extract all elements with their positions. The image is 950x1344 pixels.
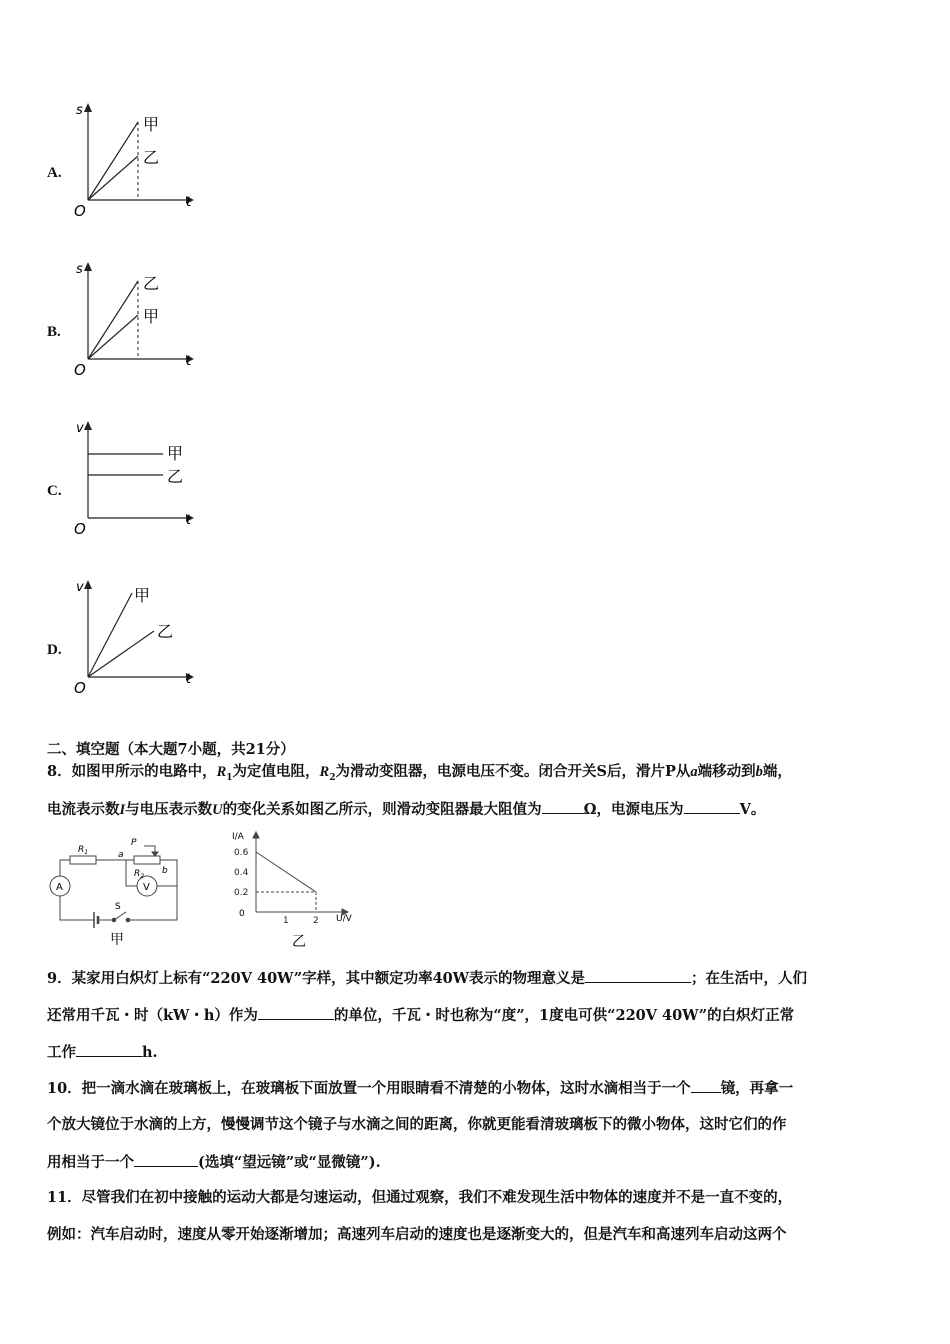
ammeter-label: A bbox=[56, 882, 63, 893]
line-upper bbox=[88, 122, 138, 200]
option-a-label: A. bbox=[47, 165, 62, 181]
line-upper bbox=[88, 281, 138, 359]
circuit-diagram bbox=[40, 836, 190, 948]
q9-blank-3[interactable] bbox=[76, 1042, 142, 1057]
wire-right-bottom bbox=[128, 886, 177, 920]
q9-line-3: 工作 h. bbox=[47, 1044, 158, 1061]
iu-y-tick-label: 0.6 bbox=[234, 848, 249, 858]
section-title: 二、填空题（本大题7小题，共21分） bbox=[47, 741, 295, 758]
option-c-graph bbox=[68, 418, 198, 536]
switch-label: S bbox=[115, 902, 121, 912]
lower-line-label: 甲 bbox=[143, 307, 160, 326]
origin-label: O bbox=[74, 202, 86, 218]
origin-label: O bbox=[74, 520, 86, 536]
iu-y-axis-label: I/A bbox=[232, 832, 244, 842]
q10-blank-2[interactable] bbox=[134, 1152, 198, 1167]
y-axis-arrow-icon bbox=[84, 421, 92, 430]
upper-line-label: 甲 bbox=[143, 115, 160, 134]
x-axis-label: t bbox=[186, 513, 192, 528]
option-b-graph bbox=[68, 259, 198, 377]
y-axis-label: s bbox=[76, 262, 83, 277]
r2-label: $R_2$ bbox=[134, 869, 145, 880]
slider-arrow-icon bbox=[152, 852, 158, 856]
line-upper bbox=[88, 593, 132, 677]
y-axis-label: v bbox=[76, 580, 84, 595]
y-axis-arrow-icon bbox=[84, 103, 92, 112]
q10-line-1: 10．把一滴水滴在玻璃板上，在玻璃板下面放置一个用眼睛看不清楚的小物体，这时水滴相当于一个 镜，再拿一 bbox=[47, 1080, 794, 1097]
y-axis-arrow-icon bbox=[84, 580, 92, 589]
wire-left-bottom bbox=[60, 896, 94, 920]
option-a-graph bbox=[68, 100, 198, 218]
p-label: P bbox=[131, 838, 137, 848]
origin-label: O bbox=[74, 361, 86, 377]
option-c-label: C. bbox=[47, 483, 62, 499]
b-label: b bbox=[162, 866, 168, 876]
iu-graph bbox=[226, 828, 366, 950]
resistor-r1 bbox=[70, 856, 96, 864]
y-axis-label: v bbox=[76, 421, 84, 436]
line-lower bbox=[88, 156, 138, 200]
iu-x-axis-label: U/V bbox=[336, 914, 352, 924]
iu-y-arrow-icon bbox=[253, 832, 259, 838]
option-d-graph bbox=[68, 577, 198, 695]
lower-line-label: 乙 bbox=[143, 148, 160, 167]
r1-label: $R_1$ bbox=[78, 845, 89, 856]
iu-y-tick-label: 0.2 bbox=[234, 888, 249, 898]
x-axis-label: t bbox=[186, 354, 192, 369]
q9-line-2: 还常用千瓦・时（kW・h）作为 的单位，千瓦・时也称为“度”，1度电可供“220V 40W”的白炽灯正常 bbox=[47, 1007, 795, 1024]
q10-line-3: 用相当于一个 (选填“望远镜”或“显微镜”). bbox=[47, 1154, 381, 1171]
iu-y-tick-label: 0.4 bbox=[234, 868, 249, 878]
lower-line-label: 乙 bbox=[167, 467, 184, 486]
y-axis-label: s bbox=[76, 103, 83, 118]
q10-line-2: 个放大镜位于水滴的上方，慢慢调节这个镜子与水滴之间的距离，你就更能看清玻璃板下的微小物体，这时它们的作 bbox=[47, 1116, 787, 1133]
lower-line-label: 乙 bbox=[157, 622, 174, 641]
q9-blank-1[interactable] bbox=[585, 968, 691, 983]
iu-data-line bbox=[256, 852, 316, 892]
iu-origin-label: 0 bbox=[239, 909, 245, 919]
switch-lever[interactable] bbox=[114, 912, 126, 920]
x-axis-label: t bbox=[186, 672, 192, 687]
upper-line-label: 甲 bbox=[167, 444, 184, 463]
option-b-label: B. bbox=[47, 324, 61, 340]
q10-blank-1[interactable] bbox=[691, 1078, 721, 1093]
upper-line-label: 甲 bbox=[134, 586, 151, 605]
resistor-r2 bbox=[134, 856, 160, 864]
line-lower bbox=[88, 631, 154, 677]
q8-line-1: 8．如图甲所示的电路中，$R_1$为定值电阻，$R_2$为滑动变阻器，电源电压不变。闭合开关S后，滑片P从a端移动到b端， bbox=[47, 763, 792, 783]
a-label: a bbox=[118, 850, 124, 860]
upper-line-label: 乙 bbox=[143, 274, 160, 293]
iu-x-tick-label: 2 bbox=[313, 916, 319, 926]
q8-blank-2[interactable] bbox=[684, 799, 740, 814]
option-d-label: D. bbox=[47, 642, 62, 658]
circuit-caption: 甲 bbox=[110, 932, 124, 948]
q9-blank-2[interactable] bbox=[258, 1005, 334, 1020]
q8-blank-1[interactable] bbox=[542, 799, 584, 814]
q11-line-1: 11．尽管我们在初中接触的运动大都是匀速运动，但通过观察，我们不难发现生活中物体的速度并不是一直不变的， bbox=[47, 1189, 793, 1206]
q8-line-2: 电流表示数I与电压表示数U的变化关系如图乙所示，则滑动变阻器最大阻值为 Ω，电源电压为 V。 bbox=[47, 801, 766, 818]
line-lower bbox=[88, 315, 138, 359]
q9-line-1: 9．某家用白炽灯上标有“220V 40W”字样，其中额定功率40W表示的物理意义是 ；在生活中，人们 bbox=[47, 970, 808, 987]
iu-x-tick-label: 1 bbox=[283, 916, 289, 926]
wire-left-top bbox=[60, 860, 70, 876]
q11-line-2: 例如：汽车启动时，速度从零开始逐渐增加；高速列车启动的速度也是逐渐变大的，但是汽车和高速列车启动这两个 bbox=[47, 1226, 787, 1243]
y-axis-arrow-icon bbox=[84, 262, 92, 271]
x-axis-label: t bbox=[186, 195, 192, 210]
iu-caption: 乙 bbox=[292, 934, 306, 950]
voltmeter-label: V bbox=[143, 882, 150, 893]
origin-label: O bbox=[74, 679, 86, 695]
